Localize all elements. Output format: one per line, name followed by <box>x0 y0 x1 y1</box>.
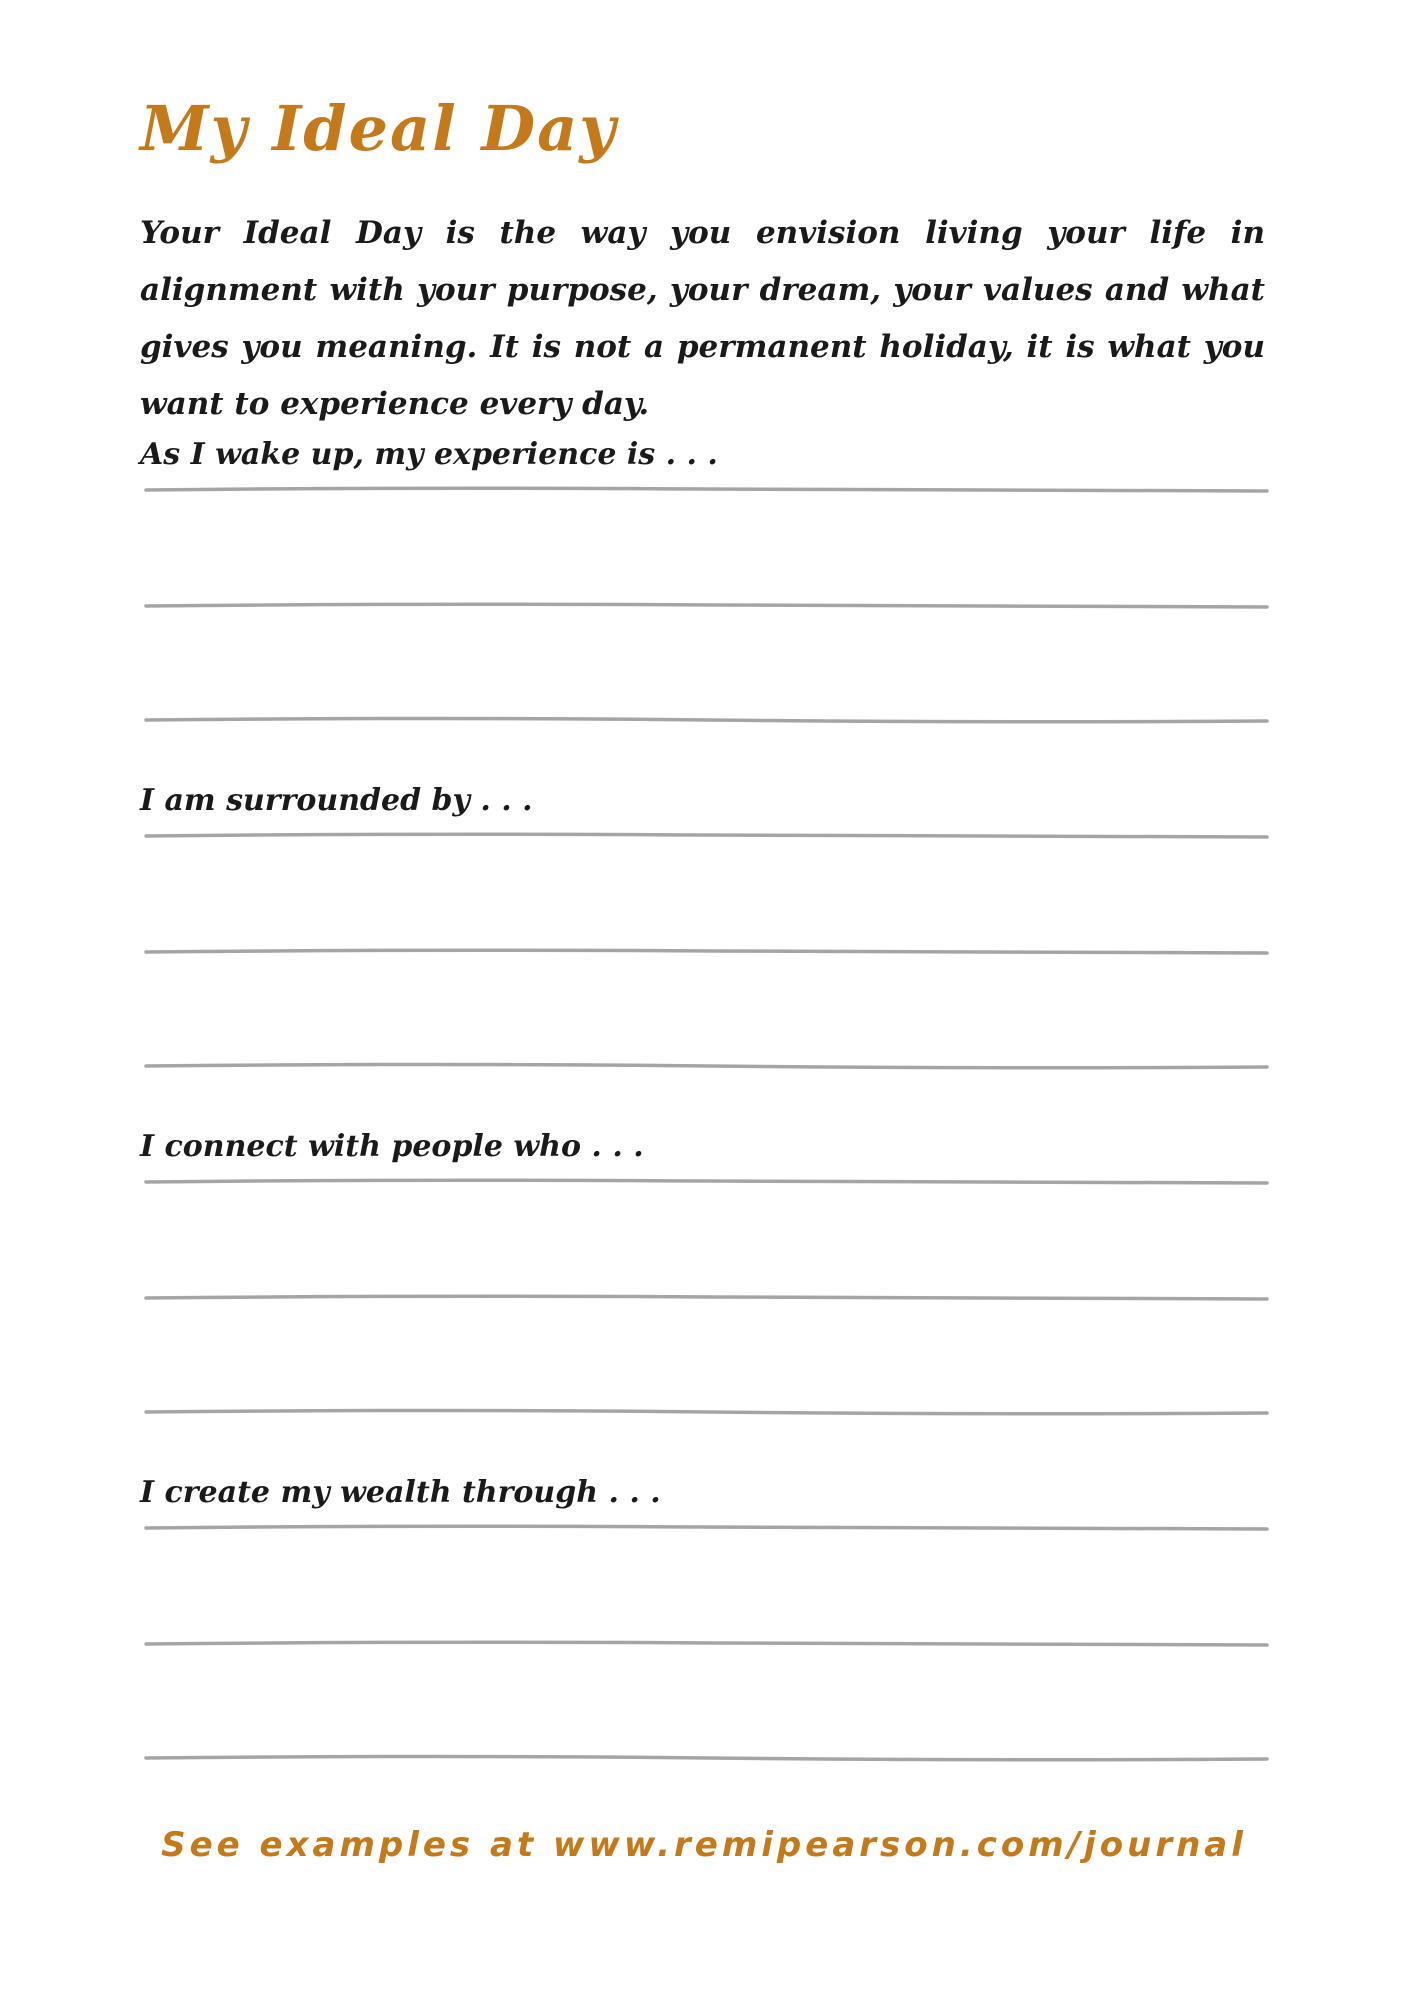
writing-line[interactable] <box>144 1522 1269 1536</box>
page-title: My Ideal Day <box>140 92 618 165</box>
writing-line[interactable] <box>144 1752 1269 1766</box>
writing-line[interactable] <box>144 714 1269 728</box>
prompt-label: I connect with people who . . . <box>140 1129 644 1164</box>
writing-line[interactable] <box>144 1406 1269 1420</box>
prompt-section-wealth <box>140 1475 1270 1798</box>
footer-link-text[interactable]: See examples at www.remipearson.com/journal <box>161 1825 1247 1865</box>
writing-line[interactable] <box>144 1291 1269 1305</box>
writing-line[interactable] <box>144 830 1269 844</box>
writing-line[interactable] <box>144 484 1269 498</box>
prompt-label: I create my wealth through . . . <box>140 1475 661 1510</box>
writing-line[interactable] <box>144 1176 1269 1190</box>
writing-line[interactable] <box>144 945 1269 959</box>
prompt-section-surrounded <box>140 783 1270 1106</box>
prompt-section-connect <box>140 1129 1270 1452</box>
prompt-label: I am surrounded by . . . <box>140 783 533 818</box>
writing-line[interactable] <box>144 599 1269 613</box>
writing-line[interactable] <box>144 1060 1269 1074</box>
prompt-section-wake-up <box>140 437 1270 760</box>
prompt-label: As I wake up, my experience is . . . <box>140 437 718 472</box>
writing-line[interactable] <box>144 1637 1269 1651</box>
intro-paragraph: Your Ideal Day is the way you envision living your life in alignment with your purpose, your dream, your values and what gives you meaning. It is not a permanent holiday, it is what you want to experience every day. <box>140 215 1265 422</box>
